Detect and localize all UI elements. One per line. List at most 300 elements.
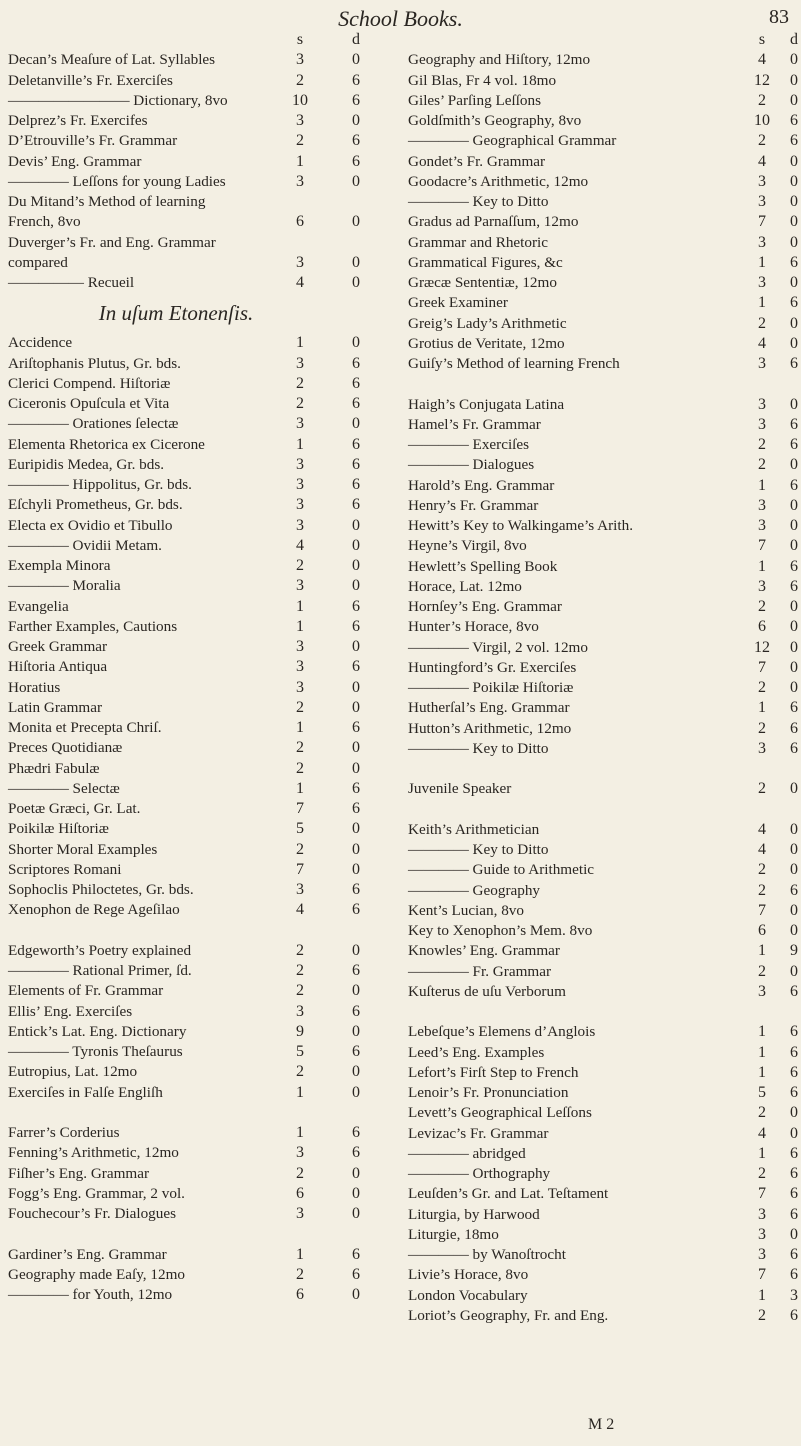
list-item <box>408 1144 796 1164</box>
list-item <box>8 657 384 677</box>
book-title: Exerciſes in Falſe Engliſh <box>8 1083 163 1101</box>
list-item <box>8 597 384 617</box>
list-item <box>8 233 384 253</box>
list-item <box>408 233 796 253</box>
list-item <box>408 1083 796 1103</box>
list-item <box>408 658 796 678</box>
book-title: Heyne’s Virgil, 8vo <box>408 537 527 555</box>
price-shillings: 3 <box>758 577 766 595</box>
price-pence: 0 <box>790 820 798 838</box>
list-item <box>408 1245 796 1265</box>
list-item <box>8 637 384 657</box>
price-shillings: 4 <box>758 51 766 69</box>
book-title: Haigh’s Conjugata Latina <box>408 395 565 413</box>
price-shillings: 2 <box>758 91 766 109</box>
list-item <box>408 536 796 556</box>
price-pence: 0 <box>352 51 360 69</box>
price-shillings: 4 <box>296 274 304 291</box>
book-title: Ellis’ Eng. Exerciſes <box>8 1002 133 1020</box>
book-title: Ciceronis Opuſcula et Vita <box>8 395 170 412</box>
price-shillings: 3 <box>296 354 304 372</box>
price-pence: 0 <box>352 820 360 838</box>
list-item <box>408 597 796 617</box>
price-pence: 6 <box>790 1306 798 1324</box>
price-pence: 0 <box>790 841 798 858</box>
price-shillings: 3 <box>758 739 766 757</box>
price-pence: 6 <box>790 1246 798 1263</box>
list-item <box>8 273 384 293</box>
price-pence: 6 <box>352 476 360 493</box>
book-title: ———— Poikilæ Hiſtoriæ <box>408 679 574 696</box>
price-pence: 6 <box>352 91 360 109</box>
price-shillings: 1 <box>758 1063 766 1081</box>
price-shillings: 2 <box>296 982 304 1000</box>
price-shillings: 3 <box>758 355 766 372</box>
section-heading: In uſum Etonenſis. <box>98 301 254 326</box>
price-shillings: 7 <box>758 537 766 555</box>
price-shillings: 2 <box>758 962 766 980</box>
book-title: Hewitt’s Key to Walkingame’s Arith. <box>408 517 634 534</box>
book-title: Geography and Hiſtory, 12mo <box>408 51 591 69</box>
book-title: ———— Selectæ <box>8 779 120 797</box>
left-column <box>8 30 384 1305</box>
list-item <box>8 333 384 353</box>
book-title: Shorter Moral Examples <box>8 840 158 858</box>
entry-group <box>8 941 384 1103</box>
book-title: ———— Guide to Arithmetic <box>408 861 595 879</box>
list-item <box>8 71 384 91</box>
list-item <box>8 50 384 70</box>
price-pence: 0 <box>790 1225 798 1243</box>
price-pence: 6 <box>352 1245 360 1263</box>
book-title: ———— by Wanoſtrocht <box>408 1246 566 1263</box>
book-title: Monita et Precepta Chriſ. <box>8 719 162 736</box>
price-pence: 6 <box>352 132 360 150</box>
list-item <box>408 415 796 435</box>
list-item <box>408 577 796 597</box>
list-item <box>408 111 796 131</box>
signature-mark: M 2 <box>588 1416 615 1433</box>
book-title: Accidence <box>8 334 73 352</box>
list-item <box>8 698 384 718</box>
book-title: ———— Leſſons for young Ladies <box>8 172 226 190</box>
list-item <box>408 212 796 232</box>
price-pence: 6 <box>790 476 798 494</box>
price-shillings: 1 <box>758 253 766 271</box>
book-title: Duverger’s Fr. and Eng. Grammar <box>8 233 216 251</box>
book-title: Levizac’s Fr. Grammar <box>408 1124 549 1142</box>
price-shillings: 4 <box>296 901 304 919</box>
price-pence: 0 <box>352 334 360 352</box>
list-item <box>8 1265 384 1285</box>
price-pence: 0 <box>790 456 798 474</box>
list-item <box>8 1184 384 1204</box>
price-shillings: 2 <box>296 739 304 757</box>
price-pence: 6 <box>790 294 798 312</box>
list-item <box>8 172 384 192</box>
book-title: Hiſtoria Antiqua <box>8 658 108 676</box>
price-shillings: 1 <box>296 719 304 736</box>
price-pence: 6 <box>790 1144 798 1162</box>
price-shillings: 6 <box>296 1286 304 1303</box>
price-shillings: 1 <box>758 476 766 494</box>
price-pence: 0 <box>790 274 798 291</box>
price-pence: 6 <box>790 1043 798 1061</box>
list-item <box>408 698 796 718</box>
book-title: Grammar and Rhetoric <box>408 233 549 251</box>
book-title: Latin Grammar <box>8 698 103 716</box>
price-shillings: 1 <box>758 1043 766 1061</box>
book-title: ———— Geography <box>408 881 541 899</box>
book-title: Hutton’s Arithmetic, 12mo <box>408 719 572 737</box>
price-pence: 0 <box>352 982 360 1000</box>
price-pence: 0 <box>790 658 798 676</box>
price-shillings: 2 <box>758 881 766 899</box>
price-pence: 0 <box>352 557 360 574</box>
price-shillings: 6 <box>758 922 766 939</box>
price-pence: 6 <box>352 962 360 979</box>
list-item <box>408 131 796 151</box>
price-pence: 6 <box>352 152 360 170</box>
price-shillings: 2 <box>758 598 766 615</box>
book-title: ———— Orthography <box>408 1165 551 1182</box>
price-pence: 6 <box>352 881 360 898</box>
entry-group <box>408 395 796 760</box>
book-title: Levett’s Geographical Leſſons <box>408 1104 592 1122</box>
price-pence: 0 <box>790 638 798 656</box>
book-title: Hornſey’s Eng. Grammar <box>408 598 562 615</box>
book-title: Goodacre’s Arithmetic, 12mo <box>408 172 589 190</box>
price-pence: 6 <box>352 719 360 736</box>
book-title: ———— Geographical Grammar <box>408 132 617 150</box>
list-item <box>408 779 796 799</box>
list-item <box>8 900 384 920</box>
book-title: French, 8vo <box>8 213 81 231</box>
book-title: Leuſden’s Gr. and Lat. Teſtament <box>408 1185 609 1203</box>
price-shillings: 2 <box>758 719 766 737</box>
book-title: Sophoclis Philoctetes, Gr. bds. <box>8 881 194 898</box>
entry-group <box>408 779 796 799</box>
book-title: Hunter’s Horace, 8vo <box>408 618 539 636</box>
price-pence: 6 <box>790 881 798 899</box>
column-headings <box>408 30 796 50</box>
book-title: ———— Dialogues <box>408 456 535 474</box>
price-pence: 0 <box>352 638 360 655</box>
price-pence: 0 <box>790 901 798 919</box>
price-pence: 0 <box>790 334 798 352</box>
list-item <box>8 1042 384 1062</box>
shillings-heading: s <box>296 31 304 48</box>
list-item <box>8 576 384 596</box>
list-item <box>408 941 796 961</box>
price-shillings: 1 <box>758 294 766 312</box>
price-pence: 0 <box>352 739 360 757</box>
list-item <box>408 840 796 860</box>
price-shillings: 1 <box>296 1245 304 1263</box>
list-item <box>408 50 796 70</box>
list-item <box>408 192 796 212</box>
list-item <box>408 1164 796 1184</box>
list-item <box>8 394 384 414</box>
book-title: Scriptores Romani <box>8 860 122 878</box>
price-shillings: 3 <box>296 253 304 271</box>
book-title: Fenning’s Arithmetic, 12mo <box>8 1144 179 1162</box>
price-shillings: 3 <box>758 1246 766 1263</box>
column-headings <box>8 30 384 50</box>
list-item <box>8 1123 384 1143</box>
price-pence: 0 <box>352 1022 360 1040</box>
book-title: Decan’s Meaſure of Lat. Syllables <box>8 51 216 69</box>
price-pence: 6 <box>352 1124 360 1141</box>
price-shillings: 4 <box>758 334 766 352</box>
price-pence: 0 <box>790 679 798 696</box>
book-title: Greig’s Lady’s Arithmetic <box>408 314 567 332</box>
price-pence: 6 <box>790 1084 798 1101</box>
list-item <box>8 819 384 839</box>
price-pence: 0 <box>352 172 360 190</box>
list-item <box>8 759 384 779</box>
book-title: ———— Tyronis Theſaurus <box>8 1043 183 1060</box>
price-pence: 6 <box>790 982 798 1000</box>
list-item <box>8 475 384 495</box>
price-shillings: 2 <box>296 941 304 959</box>
list-item <box>408 71 796 91</box>
price-pence: 6 <box>352 435 360 453</box>
book-title: Juvenile Speaker <box>408 780 512 798</box>
price-shillings: 5 <box>296 820 304 838</box>
price-shillings: 1 <box>758 942 766 960</box>
price-pence: 6 <box>790 355 798 372</box>
price-shillings: 3 <box>758 193 766 210</box>
price-shillings: 2 <box>758 861 766 879</box>
spacer <box>408 759 796 779</box>
price-shillings: 6 <box>296 1184 304 1202</box>
price-shillings: 3 <box>758 982 766 1000</box>
list-item <box>8 981 384 1001</box>
price-shillings: 3 <box>758 233 766 251</box>
list-item <box>408 901 796 921</box>
book-title: ———— Ovidii Metam. <box>8 536 162 554</box>
list-item <box>408 1225 796 1245</box>
list-item <box>8 860 384 880</box>
book-title: Eutropius, Lat. 12mo <box>8 1063 138 1081</box>
price-pence: 6 <box>352 1144 360 1162</box>
price-pence: 0 <box>352 274 360 291</box>
entry-group <box>8 1123 384 1224</box>
book-title: Eſchyli Prometheus, Gr. bds. <box>8 496 183 514</box>
price-pence: 6 <box>352 455 360 473</box>
book-title: Livie’s Horace, 8vo <box>408 1266 529 1284</box>
price-pence: 9 <box>790 942 798 960</box>
price-pence: 0 <box>352 840 360 858</box>
price-pence: 0 <box>790 537 798 555</box>
price-pence: 6 <box>352 1043 360 1060</box>
price-pence: 0 <box>790 618 798 636</box>
price-shillings: 4 <box>758 841 766 858</box>
book-title: Hamel’s Fr. Grammar <box>408 415 541 433</box>
price-shillings: 2 <box>296 557 304 574</box>
price-shillings: 2 <box>296 1265 304 1283</box>
price-shillings: 3 <box>758 1225 766 1243</box>
book-title: Gondet’s Fr. Grammar <box>408 152 546 170</box>
list-item <box>8 91 384 111</box>
price-shillings: 7 <box>296 800 304 817</box>
list-item <box>408 354 796 374</box>
price-pence: 6 <box>790 436 798 453</box>
price-shillings: 3 <box>296 1002 304 1020</box>
price-pence: 6 <box>352 496 360 514</box>
price-shillings: 2 <box>758 1165 766 1182</box>
list-item <box>408 1022 796 1042</box>
list-item <box>408 820 796 840</box>
price-shillings: 3 <box>296 51 304 69</box>
book-title: Lenoir’s Fr. Pronunciation <box>408 1084 569 1101</box>
price-shillings: 2 <box>758 436 766 453</box>
price-pence: 0 <box>790 1124 798 1142</box>
price-pence: 6 <box>352 779 360 797</box>
price-pence: 0 <box>352 516 360 534</box>
page-number: 83 <box>769 6 789 28</box>
book-title: Huntingford’s Gr. Exerciſes <box>408 658 577 676</box>
book-title: Key to Xenophon’s Mem. 8vo <box>408 922 593 939</box>
price-shillings: 3 <box>296 496 304 514</box>
running-title: School Books. <box>338 6 463 31</box>
list-item <box>408 273 796 293</box>
list-item <box>8 1022 384 1042</box>
price-pence: 6 <box>790 1185 798 1203</box>
price-pence: 6 <box>352 354 360 372</box>
book-title: Greek Grammar <box>8 638 108 655</box>
book-title: Keith’s Arithmetician <box>408 820 540 838</box>
list-item <box>8 495 384 515</box>
list-item <box>8 414 384 434</box>
price-pence: 0 <box>790 213 798 231</box>
list-item <box>408 1063 796 1083</box>
book-title: Grotius de Veritate, 12mo <box>408 334 565 352</box>
price-pence: 6 <box>790 739 798 757</box>
price-shillings: 2 <box>296 1164 304 1182</box>
price-shillings: 9 <box>296 1022 304 1040</box>
list-item <box>8 354 384 374</box>
price-shillings: 3 <box>296 881 304 898</box>
price-shillings: 1 <box>758 699 766 717</box>
list-item <box>8 212 384 232</box>
list-item <box>8 617 384 637</box>
price-pence: 0 <box>790 395 798 413</box>
price-shillings: 3 <box>296 172 304 190</box>
price-shillings: 3 <box>296 678 304 696</box>
price-shillings: 5 <box>758 1084 766 1101</box>
list-item <box>408 739 796 759</box>
book-title: Lebeſque’s Elemens d’Anglois <box>408 1023 596 1041</box>
price-pence: 0 <box>790 517 798 534</box>
book-title: Ariſtophanis Plutus, Gr. bds. <box>8 354 181 372</box>
price-pence: 0 <box>352 1164 360 1182</box>
list-item <box>8 738 384 758</box>
price-shillings: 2 <box>296 962 304 979</box>
price-shillings: 2 <box>758 679 766 696</box>
book-title: ———— Moralia <box>8 577 121 595</box>
book-title: Liturgie, 18mo <box>408 1225 499 1243</box>
book-title: Greek Examiner <box>408 294 508 312</box>
list-item <box>408 1124 796 1144</box>
price-shillings: 4 <box>758 1124 766 1142</box>
price-pence: 6 <box>790 557 798 575</box>
book-title: Exempla Minora <box>8 557 111 574</box>
price-shillings: 4 <box>758 152 766 170</box>
list-item <box>8 1143 384 1163</box>
price-pence: 0 <box>790 496 798 514</box>
book-title: Gil Blas, Fr 4 vol. 18mo <box>408 71 557 89</box>
book-title: Fiſher’s Eng. Grammar <box>8 1164 150 1182</box>
list-item <box>8 556 384 576</box>
entry-group <box>8 333 384 920</box>
list-item <box>8 516 384 536</box>
list-item <box>8 1002 384 1022</box>
price-shillings: 3 <box>296 577 304 595</box>
list-item <box>8 880 384 900</box>
list-item <box>408 881 796 901</box>
book-title: ———— Key to Ditto <box>408 841 549 858</box>
list-item <box>408 455 796 475</box>
book-title: ———— for Youth, 12mo <box>8 1286 173 1303</box>
price-pence: 0 <box>352 1063 360 1081</box>
entry-group <box>408 1022 796 1326</box>
list-item <box>408 476 796 496</box>
price-pence: 6 <box>790 1023 798 1041</box>
book-title: Henry’s Fr. Grammar <box>408 496 539 514</box>
book-title: Græcæ Sententiæ, 12mo <box>408 274 557 291</box>
price-pence: 0 <box>352 1083 360 1101</box>
book-title: Horatius <box>8 678 61 696</box>
book-title: Kuſterus de uſu Verborum <box>408 982 566 1000</box>
price-shillings: 10 <box>292 91 308 109</box>
price-shillings: 3 <box>296 112 304 129</box>
price-pence: 6 <box>790 253 798 271</box>
price-shillings: 4 <box>758 820 766 838</box>
shillings-heading: s <box>758 31 766 48</box>
book-title: Leed’s Eng. Examples <box>408 1043 545 1061</box>
book-title: Horace, Lat. 12mo <box>408 577 522 595</box>
book-title: Deletanville’s Fr. Exerciſes <box>8 71 173 89</box>
book-title: Euripidis Medea, Gr. bds. <box>8 455 165 473</box>
list-item <box>8 779 384 799</box>
price-shillings: 1 <box>296 1124 304 1141</box>
price-pence: 0 <box>790 962 798 980</box>
spacer <box>8 1103 384 1123</box>
list-item <box>8 374 384 394</box>
price-pence: 6 <box>790 415 798 433</box>
price-pence: 0 <box>790 233 798 251</box>
book-title: Grammatical Figures, &c <box>408 253 563 271</box>
book-title: ———— Rational Primer, ſd. <box>8 962 192 979</box>
book-title: Clerici Compend. Hiſtoriæ <box>8 374 171 392</box>
price-shillings: 7 <box>758 658 766 676</box>
price-shillings: 2 <box>758 1306 766 1324</box>
spacer <box>408 374 796 394</box>
price-shillings: 2 <box>296 759 304 777</box>
price-shillings: 2 <box>758 456 766 474</box>
price-pence: 0 <box>352 1205 360 1222</box>
book-title: Gardiner’s Eng. Grammar <box>8 1245 167 1263</box>
book-title: ———— Virgil, 2 vol. 12mo <box>408 638 588 656</box>
price-shillings: 1 <box>296 779 304 797</box>
price-shillings: 1 <box>296 617 304 635</box>
book-title: Entick’s Lat. Eng. Dictionary <box>8 1022 187 1040</box>
price-shillings: 3 <box>296 476 304 493</box>
price-shillings: 2 <box>296 840 304 858</box>
list-item <box>408 1306 796 1326</box>
